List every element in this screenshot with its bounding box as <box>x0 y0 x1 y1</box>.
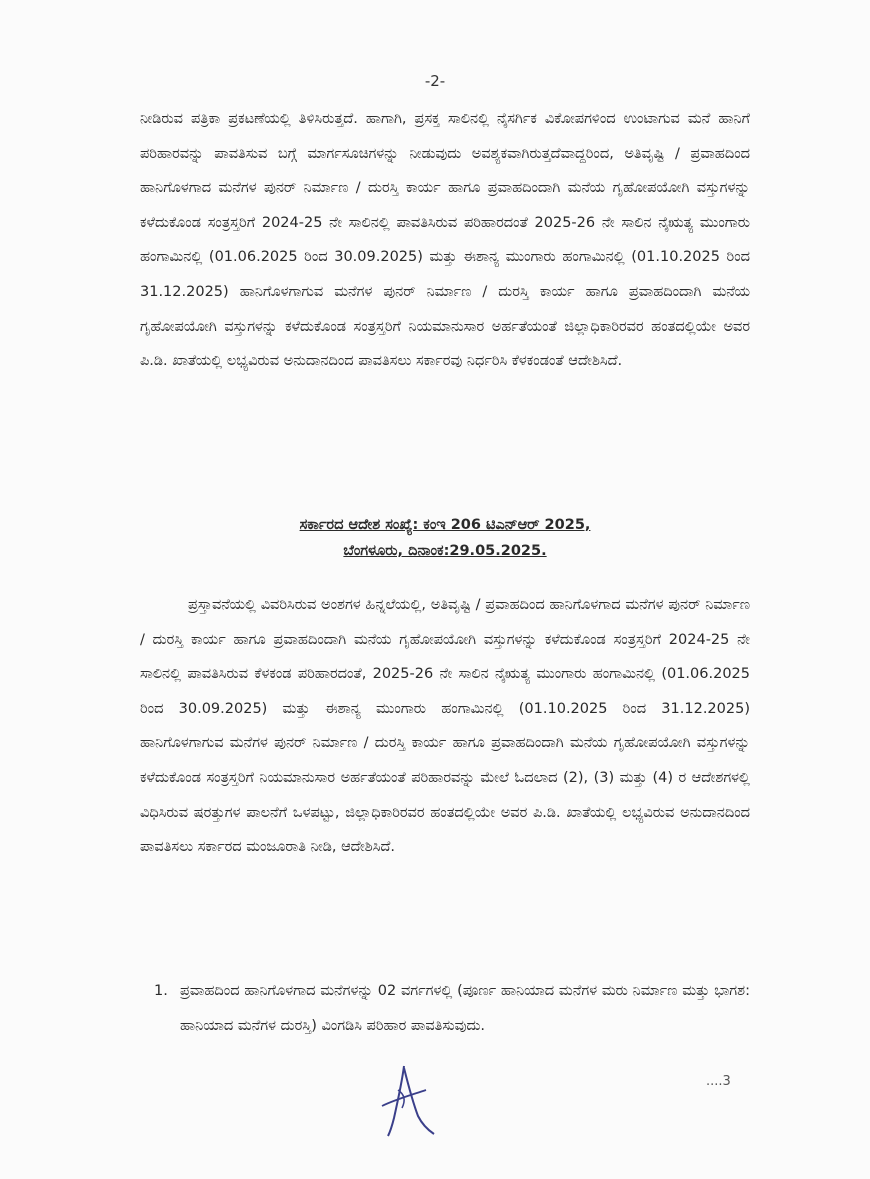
intro-paragraph: ನೀಡಿರುವ ಪತ್ರಿಕಾ ಪ್ರಕಟಣೆಯಲ್ಲಿ ತಿಳಿಸಿರುತ್ತದೆ. ಹಾಗಾಗಿ, ಪ್ರಸಕ್ತ ಸಾಲಿನಲ್ಲಿ ನೈಸರ್ಗಿಕ ವಿಕೋಪಗಳಿಂದ ಉಂಟಾಗುವ ಮನೆ ಹಾನಿಗೆ ಪರಿಹಾರವನ್ನು ಪಾವತಿಸುವ ಬಗ್ಗೆ ಮಾರ್ಗಸೂಚಿಗಳನ್ನು ನೀಡುವುದು ಅವಶ್ಯಕವಾಗಿರುತ್ತದೆವಾದ್ದರಿಂದ, ಅತಿವೃಷ್ಟಿ / ಪ್ರವಾಹದಿಂದ ಹಾನಿಗೊಳಗಾದ ಮನೆಗಳ ಪುನರ್ ನಿರ್ಮಾಣ / ದುರಸ್ತಿ ಕಾರ್ಯ ಹಾಗೂ ಪ್ರವಾಹದಿಂದಾಗಿ ಮನೆಯ ಗೃಹೋಪಯೋಗಿ ವಸ್ತುಗಳನ್ನು ಕಳೆದುಕೊಂಡ ಸಂತ್ರಸ್ತರಿಗೆ 2024-25 ನೇ ಸಾಲಿನಲ್ಲಿ ಪಾವತಿಸಿರುವ ಪರಿಹಾರದಂತೆ 2025-26 ನೇ ಸಾಲಿನ ನೈಋತ್ಯ ಮುಂಗಾರು ಹಂಗಾಮಿನಲ್ಲಿ (01.06.2025 ರಿಂದ 30.09.2025) ಮತ್ತು ಈಶಾನ್ಯ ಮುಂಗಾರು ಹಂಗಾಮಿನಲ್ಲಿ (01.10.2025 ರಿಂದ 31.12.2025) ಹಾನಿಗೊಳಗಾಗುವ ಮನೆಗಳ ಪುನರ್ ನಿರ್ಮಾಣ / ದುರಸ್ತಿ ಕಾರ್ಯ ಹಾಗೂ ಪ್ರವಾಹದಿಂದಾಗಿ ಮನೆಯ ಗೃಹೋಪಯೋಗಿ ವಸ್ತುಗಳನ್ನು ಕಳೆದುಕೊಂಡ ಸಂತ್ರಸ್ತರಿಗೆ ನಿಯಮಾನುಸಾರ ಅರ್ಹತೆಯಂತೆ ಜಿಲ್ಲಾಧಿಕಾರಿರವರ ಹಂತದಲ್ಲಿಯೇ ಅವರ ಪಿ.ಡಿ. ಖಾತೆಯಲ್ಲಿ ಲಭ್ಯವಿರುವ ಅನುದಾನದಿಂದ ಪಾವತಿಸಲು ಸರ್ಕಾರವು ನಿರ್ಧರಿಸಿ ಕೆಳಕಂಡಂತೆ ಆದೇಶಿಸಿದೆ. <box>140 111 750 370</box>
list-item-text: ಪ್ರವಾಹದಿಂದ ಹಾನಿಗೊಳಗಾದ ಮನೆಗಳನ್ನು 02 ವರ್ಗಗಳಲ್ಲಿ (ಪೂರ್ಣ ಹಾನಿಯಾದ ಮನೆಗಳ ಮರು ನಿರ್ಮಾಣ ಮತ್ತು ಭಾಗಶ: ಹಾನಿಯಾದ ಮನೆಗಳ ದುರಸ್ತಿ) ವಿಂಗಡಿಸಿ ಪರಿಹಾರ ಪಾವತಿಸುವುದು. <box>180 983 750 1034</box>
order-place-date-line: ಬೆಂಗಳೂರು, ದಿನಾಂಕ:29.05.2025. <box>343 543 547 559</box>
order-paragraph: ಪ್ರಸ್ತಾವನೆಯಲ್ಲಿ ವಿವರಿಸಿರುವ ಅಂಶಗಳ ಹಿನ್ನಲೆಯಲ್ಲಿ, ಅತಿವೃಷ್ಟಿ / ಪ್ರವಾಹದಿಂದ ಹಾನಿಗೊಳಗಾದ ಮನೆಗಳ ಪುನರ್ ನಿರ್ಮಾಣ / ದುರಸ್ತಿ ಕಾರ್ಯ ಹಾಗೂ ಪ್ರವಾಹದಿಂದಾಗಿ ಮನೆಯ ಗೃಹೋಪಯೋಗಿ ವಸ್ತುಗಳನ್ನು ಕಳೆದುಕೊಂಡ ಸಂತ್ರಸ್ತರಿಗೆ 2024-25 ನೇ ಸಾಲಿನಲ್ಲಿ ಪಾವತಿಸಿರುವ ಕೆಳಕಂಡ ಪರಿಹಾರದಂತೆ, 2025-26 ನೇ ಸಾಲಿನ ನೈಋತ್ಯ ಮುಂಗಾರು ಹಂಗಾಮಿನಲ್ಲಿ (01.06.2025 ರಿಂದ 30.09.2025) ಮತ್ತು ಈಶಾನ್ಯ ಮುಂಗಾರು ಹಂಗಾಮಿನಲ್ಲಿ (01.10.2025 ರಿಂದ 31.12.2025) ಹಾನಿಗೊಳಗಾಗುವ ಮನೆಗಳ ಪುನರ್ ನಿರ್ಮಾಣ / ದುರಸ್ತಿ ಕಾರ್ಯ ಹಾಗೂ ಪ್ರವಾಹದಿಂದಾಗಿ ಮನೆಯ ಗೃಹೋಪಯೋಗಿ ವಸ್ತುಗಳನ್ನು ಕಳೆದುಕೊಂಡ ಸಂತ್ರಸ್ತರಿಗೆ ನಿಯಮಾನುಸಾರ ಅರ್ಹತೆಯಂತೆ ಪರಿಹಾರವನ್ನು ಮೇಲೆ ಓದಲಾದ (2), (3) ಮತ್ತು (4) ರ ಆದೇಶಗಳಲ್ಲಿ ವಿಧಿಸಿರುವ ಷರತ್ತುಗಳ ಪಾಲನೆಗೆ ಒಳಪಟ್ಟು, ಜಿಲ್ಲಾಧಿಕಾರಿರವರ ಹಂತದಲ್ಲಿಯೇ ಅವರ ಪಿ.ಡಿ. ಖಾತೆಯಲ್ಲಿ ಲಭ್ಯವಿರುವ ಅನುದಾನದಿಂದ ಪಾವತಿಸಲು ಸರ್ಕಾರದ ಮಂಜೂರಾತಿ ನೀಡಿ, ಆದೇಶಿಸಿದೆ. <box>140 597 750 856</box>
signature-mark <box>368 1060 438 1140</box>
list-item <box>140 974 750 1043</box>
order-number-line: ಸರ್ಕಾರದ ಆದೇಶ ಸಂಖ್ಯೆ: ಕಂಇ 206 ಟಿಎನ್ಆರ್ 2025, <box>299 517 591 533</box>
government-order-title <box>140 512 750 564</box>
order-list <box>140 974 750 1043</box>
continuation-marker: ....3 <box>706 1074 731 1089</box>
list-item-number: 1. <box>154 983 168 999</box>
page-number: -2- <box>424 72 446 90</box>
